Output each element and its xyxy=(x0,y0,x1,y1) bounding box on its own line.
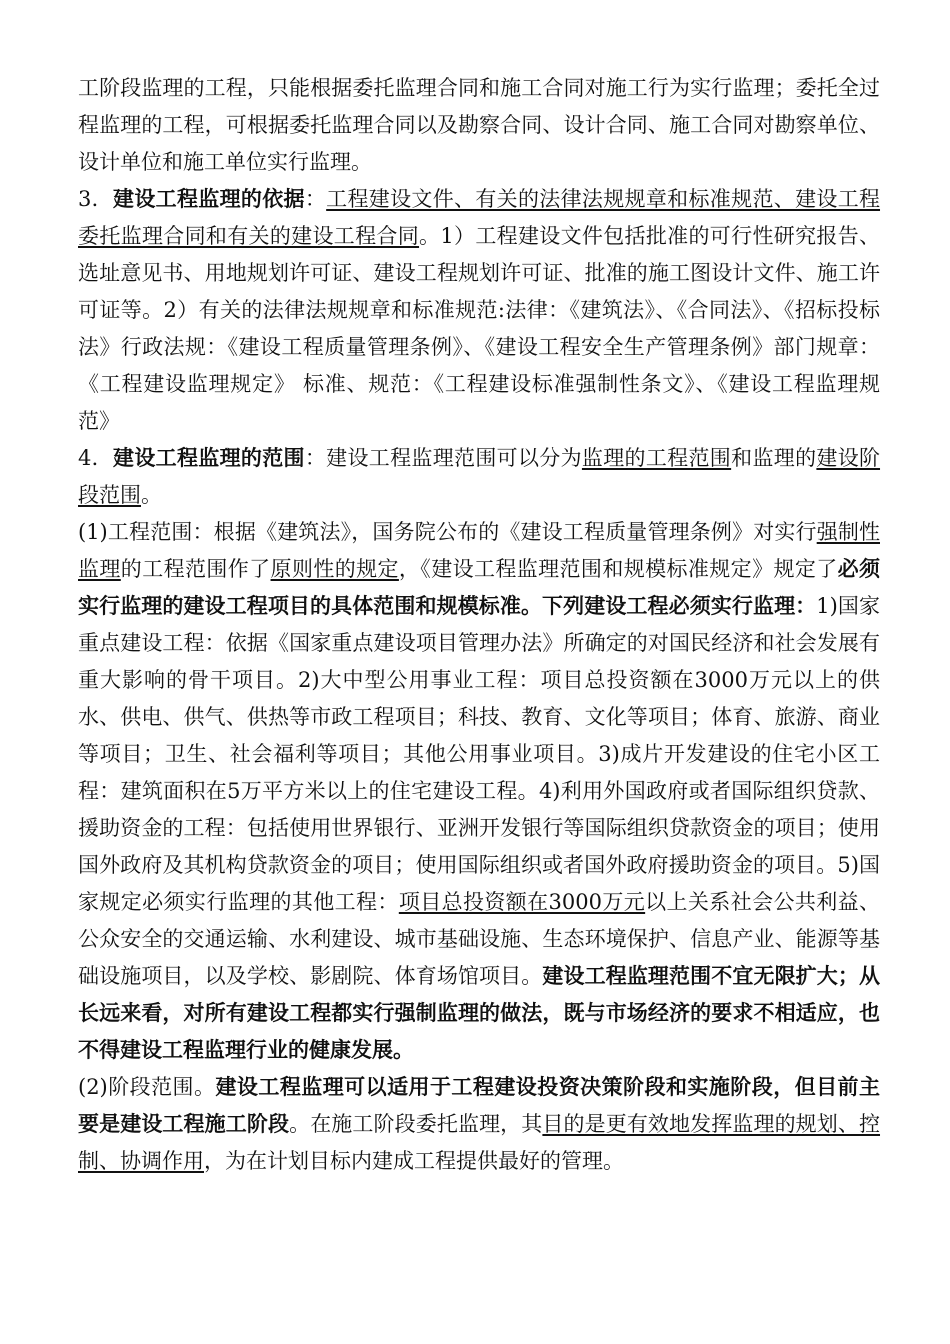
text-run: 工阶段监理的工程，只能根据委托监理合同和施工合同对施工行为实行监理；委托全过程监理的工程，可根据委托监理合同以及勘察合同、设计合同、施工合同对勘察单位、设计单位和施工单位实行监理。 xyxy=(78,76,880,174)
paragraph-basis xyxy=(78,181,880,440)
underlined-text-run: 监理的工程范围 xyxy=(581,446,732,470)
bold-text-run: 必须实行监理的建设工程项目的具体范围和规模标准。下列建设工程必须实行监理： xyxy=(78,557,881,618)
text-run: ：建设工程监理范围可以分为 xyxy=(304,446,582,470)
text-run: ： xyxy=(304,187,327,211)
text-run: 以上关系社会公共利益、公众安全的交通运输、水利建设、城市基础设施、生态环境保护、信息产业、能源等基础设施项目，以及学校、影剧院、体育场馆项目。 xyxy=(78,890,881,988)
text-run: 3． xyxy=(78,187,113,211)
underlined-text-run: 建设阶段范围 xyxy=(78,446,881,507)
underlined-text-run: 强制性监理 xyxy=(78,520,880,581)
bold-text-run: 建设工程监理可以适用于工程建设投资决策阶段和实施阶段，但目前主要是建设工程施工阶段 xyxy=(78,1075,881,1136)
underlined-text-run: 工程建设文件、有关的法律法规规章和标准规范、建设工程委托监理合同和有关的建设工程合同 xyxy=(78,187,881,248)
bold-text-run: 建设工程监理的范围 xyxy=(113,446,305,470)
text-run: 和监理的 xyxy=(731,446,817,470)
text-run: ，《建设工程监理范围和规模标准规定》规定了 xyxy=(398,557,838,581)
text-run: ，为在计划目标内建成工程提供最好的管理。 xyxy=(204,1149,624,1173)
underlined-text-run: 项目总投资额在3000万元 xyxy=(398,890,646,914)
paragraph-stage-scope xyxy=(78,1069,880,1180)
bold-text-run: 建设工程监理的依据 xyxy=(113,187,305,211)
underlined-text-run: 目的是更有效地发挥监理的规划、控制、协调作用 xyxy=(78,1112,881,1173)
bold-text-run: 建设工程监理范围不宜无限扩大；从长远来看，对所有建设工程都实行强制监理的做法，既与市场经济的要求不相适应，也不得建设工程监理行业的健康发展。 xyxy=(78,964,881,1062)
text-run: 。在施工阶段委托监理，其 xyxy=(289,1112,543,1136)
text-run: (2)阶段范围。 xyxy=(78,1075,216,1099)
paragraph-intro xyxy=(78,70,880,181)
text-run: 4． xyxy=(78,446,113,470)
underlined-text-run: 原则性的规定 xyxy=(270,557,399,581)
text-run: 。 xyxy=(141,483,162,507)
text-run: 1)国家重点建设工程：依据《国家重点建设项目管理办法》所确定的对国民经济和社会发展有重大影响的骨干项目。2)大中型公用事业工程：项目总投资额在3000万元以上的供水、供电、供气、供热等市政工程项目；科技、教育、文化等项目；体育、旅游、商业等项目；卫生、社会福利等项目；其他公用事业项目。3)成片开发建设的住宅小区工程：建筑面积在5万平方米以上的住宅建设工程。4)利用外国政府或者国际组织贷款、援助资金的工程：包括使用世界银行、亚洲开发银行等国际组织贷款资金的项目；使用国外政府及其机构贷款资金的项目；使用国际组织或者国外政府援助资金的项目。5)国家规定必须实行监理的其他工程： xyxy=(78,594,880,914)
paragraph-project-scope xyxy=(78,514,880,1069)
text-run: 。1）工程建设文件包括批准的可行性研究报告、选址意见书、用地规划许可证、建设工程规划许可证、批准的施工图设计文件、施工许可证等。2）有关的法律法规规章和标准规范:法律：《建筑法》、《合同法》、《招标投标法》行政法规：《建设工程质量管理条例》、《建设工程安全生产管理条例》部门规章：《工程建设监理规定》 标准、规范：《工程建设标准强制性条文》、《建设工程监理规范》 xyxy=(78,224,881,433)
paragraph-scope xyxy=(78,440,880,514)
text-run: 的工程范围作了 xyxy=(120,557,271,581)
text-run: (1)工程范围：根据《建筑法》，国务院公布的《建设工程质量管理条例》对实行 xyxy=(78,520,817,544)
